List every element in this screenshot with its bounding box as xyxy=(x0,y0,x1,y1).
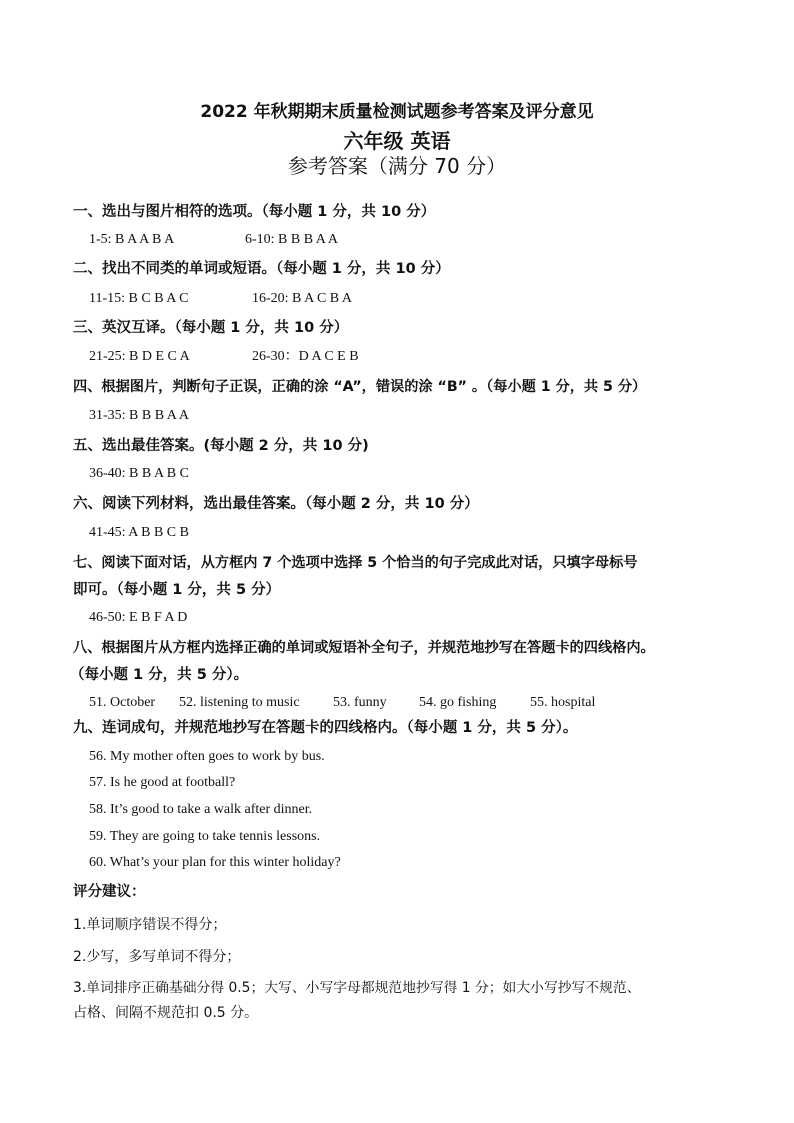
section-2-answer-a: 11-15: B C B A C xyxy=(89,291,189,306)
section-5-heading: 五、选出最佳答案。(每小题 2 分，共 10 分) xyxy=(73,438,369,454)
scoring-item-3-cont: 占格、间隔不规范扣 0.5 分。 xyxy=(73,1005,259,1021)
section-8-heading: 八、根据图片从方框内选择正确的单词或短语补全句子，并规范地抄写在答题卡的四线格内。 xyxy=(73,640,655,656)
section-1-answer-a: 1-5: B A A B A xyxy=(89,232,175,247)
scoring-item-2: 2.少写，多写单词不得分； xyxy=(73,949,241,965)
section-8-answer-52: 52. listening to music xyxy=(179,695,300,710)
scoring-heading: 评分建议： xyxy=(73,884,146,900)
section-3-heading: 三、英汉互译。（每小题 1 分，共 10 分） xyxy=(73,320,349,336)
section-7-heading-cont: 即可。（每小题 1 分，共 5 分） xyxy=(73,582,281,598)
section-5-answer: 36-40: B B A B C xyxy=(89,466,189,481)
section-8-answer-54: 54. go fishing xyxy=(419,695,497,710)
section-2-answer-b: 16-20: B A C B A xyxy=(252,291,352,306)
scoring-item-1: 1.单词顺序错误不得分； xyxy=(73,917,227,933)
section-8-answer-55: 55. hospital xyxy=(530,695,596,710)
section-9-answer-58: 58. It’s good to take a walk after dinner. xyxy=(89,802,313,817)
section-4-heading: 四、根据图片，判断句子正误，正确的涂 “A”，错误的涂 “B” 。（每小题 1 分，共 5 分） xyxy=(73,379,647,395)
scoring-item-3: 3.单词排序正确基础分得 0.5；大写、小写字母都规范地抄写得 1 分；如大小写抄写不规范、 xyxy=(73,980,641,996)
grade-subject-title: 六年级 英语 xyxy=(343,129,451,153)
section-9-answer-56: 56. My mother often goes to work by bus. xyxy=(89,749,325,764)
section-2-heading: 二、找出不同类的单词或短语。（每小题 1 分，共 10 分） xyxy=(73,261,450,277)
section-9-answer-57: 57. Is he good at football? xyxy=(89,775,236,790)
section-3-answer-b: 26-30：D A C E B xyxy=(252,349,359,364)
section-3-answer-a: 21-25: B D E C A xyxy=(89,349,190,364)
section-9-answer-59: 59. They are going to take tennis lessons. xyxy=(89,829,321,844)
section-9-answer-60: 60. What’s your plan for this winter holiday? xyxy=(89,855,341,870)
section-6-answer: 41-45: A B B C B xyxy=(89,525,189,540)
document-title: 2022 年秋期期末质量检测试题参考答案及评分意见 xyxy=(200,102,594,122)
answer-key-title: 参考答案（满分 70 分） xyxy=(287,154,507,178)
section-6-heading: 六、阅读下列材料，选出最佳答案。（每小题 2 分，共 10 分） xyxy=(73,496,479,512)
section-7-answer: 46-50: E B F A D xyxy=(89,610,188,625)
section-4-answer: 31-35: B B B A A xyxy=(89,408,189,423)
section-8-answer-53: 53. funny xyxy=(333,695,387,710)
section-8-answer-51: 51. October xyxy=(89,695,156,710)
section-1-heading: 一、选出与图片相符的选项。（每小题 1 分，共 10 分） xyxy=(73,204,436,220)
section-8-heading-cont: （每小题 1 分，共 5 分）。 xyxy=(70,667,249,683)
section-7-heading: 七、阅读下面对话，从方框内 7 个选项中选择 5 个恰当的句子完成此对话，只填字母标号 xyxy=(73,555,638,571)
section-1-answer-b: 6-10: B B B A A xyxy=(245,232,338,247)
section-9-heading: 九、连词成句，并规范地抄写在答题卡的四线格内。（每小题 1 分，共 5 分）。 xyxy=(73,720,578,736)
